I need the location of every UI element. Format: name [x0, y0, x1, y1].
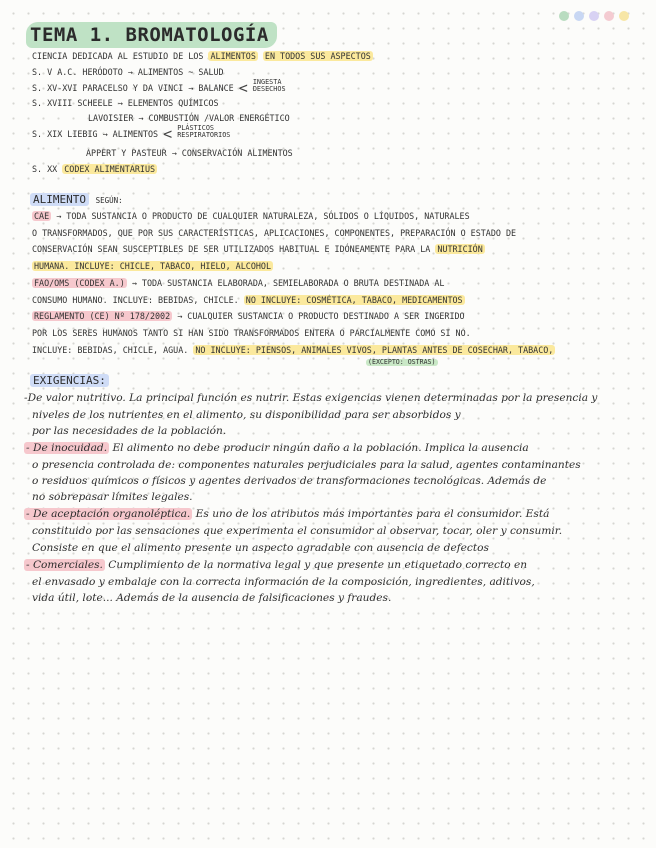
exigencia-title: - Comerciales. [26, 559, 103, 571]
cae-tag: CAE [34, 211, 50, 221]
history-row [32, 163, 157, 175]
color-dot [574, 11, 584, 21]
brace-item: INGESTA [252, 78, 282, 86]
fao-line [32, 294, 465, 306]
page-color-dots [559, 11, 629, 21]
intro-highlight: EN TODOS SUS ASPECTOS [264, 51, 371, 61]
reglamento-highlight: NO INCLUYE: PIENSOS, ANIMALES VIVOS, PLANTAS ANTES DE COSECHAR, TABACO, [195, 345, 554, 355]
cae-text: CONSERVACIÓN SEAN SUSCEPTIBLES DE SER UTILIZADOS HABITUAL E IDÓNEAMENTE PARA LA [32, 244, 431, 254]
exigencia-text: Cumplimiento de la normativa legal y que presente un etiquetado correcto en [108, 559, 528, 571]
exigencia-line: no sobrepasar límites legales. [32, 491, 193, 503]
brace-item: PLÁSTICOS [177, 124, 215, 132]
color-dot [619, 11, 629, 21]
reglamento-note-text: (EXCEPTO: OSTRAS) [368, 358, 436, 366]
heading-text: EXIGENCIAS: [30, 374, 109, 387]
color-dot [589, 11, 599, 21]
history-text: S. XV-XVI PARACELSO Y DA VINCI → BALANCE [32, 83, 234, 93]
reglamento-tag: REGLAMENTO (CE) Nº 178/2002 [34, 311, 171, 321]
cae-highlight: NUTRICIÓN [437, 244, 483, 254]
color-dot [604, 11, 614, 21]
fao-text: → TODA SUSTANCIA ELABORADA, SEMIELABORADA O BRUTA DESTINADA AL [131, 278, 445, 288]
history-row: LAVOISIER → COMBUSTIÓN /VALOR ENERGÉTICO [88, 113, 290, 123]
exigencia-title: - De inocuidad. [26, 442, 108, 454]
exigencia-text: El alimento no debe producir ningún daño a la población. Implica la ausencia [112, 442, 529, 454]
intro-text: CIENCIA DEDICADA AL ESTUDIO DE LOS [32, 51, 204, 61]
reglamento-note [366, 355, 438, 367]
exigencia-text: Es uno de los atributos más importantes para el consumidor. Está [195, 508, 550, 520]
brace-item: DESECHOS [252, 85, 286, 93]
exigencia-line: o presencia controlada de: componentes naturales perjudiciales para la salud, agentes contaminantes [32, 459, 581, 471]
exigencia-line: Consiste en que el alimento presente un aspecto agradable con ausencia de defectos [32, 542, 489, 554]
history-row [32, 124, 231, 143]
brace-item: RESPIRATORIOS [177, 131, 231, 139]
brace-icon: < [163, 125, 173, 143]
exigencia-line: vida útil, lote... Además de la ausencia de falsificaciones y fraudes. [32, 592, 392, 604]
reglamento-text: INCLUYE: BEBIDAS, CHICLE, AGUA. [32, 345, 189, 355]
fao-tag: FAO/OMS (CODEX A.) [34, 278, 125, 288]
exigencia-line: el envasado y embalaje con la correcta información de la composición, ingredientes, aditivos, [32, 576, 535, 588]
cae-text: → TODA SUSTANCIA O PRODUCTO DE CUALQUIER NATURALEZA, SÓLIDOS O LÍQUIDOS, NATURALES [56, 211, 470, 221]
reglamento-line [32, 310, 465, 322]
history-row [32, 78, 286, 97]
intro-line [32, 50, 373, 62]
exigencia-line [24, 441, 529, 455]
cae-line [32, 260, 273, 272]
brace-list [177, 125, 230, 139]
page-title: TEMA 1. BROMATOLOGÍA [26, 22, 277, 48]
brace-list [253, 79, 286, 93]
exigencia-line: constituido por las sensaciones que experimenta el consumidor al observar, tocar, oler y consumir. [32, 525, 563, 537]
history-row: APPERT Y PASTEUR → CONSERVACIÓN ALIMENTOS [86, 148, 293, 158]
section-heading-alimento [30, 193, 123, 208]
cae-highlight: HUMANA. INCLUYE: CHICLE, TABACO, HIELO, ALCOHOL [34, 261, 271, 271]
heading-text: ALIMENTO [30, 193, 89, 206]
history-text: S. XX [32, 164, 58, 174]
history-highlight: CODEX ALIMENTARIUS [64, 164, 156, 174]
exigencia-line: o residuos químicos o físicos y agentes derivados de transformaciones tecnológicas. Además de [32, 475, 547, 487]
cae-line [32, 210, 470, 222]
cae-line [32, 243, 485, 255]
brace-icon: < [238, 79, 248, 97]
history-row: S. V A.C. HERÓDOTO → ALIMENTOS ~ SALUD [32, 67, 224, 77]
exigencia-line [24, 507, 549, 521]
fao-highlight: NO INCLUYE: COSMÉTICA, TABACO, MEDICAMENTOS [245, 295, 463, 305]
color-dot [559, 11, 569, 21]
reglamento-line: POR LOS SERES HUMANOS TANTO SI HAN SIDO TRANSFORMADOS ENTERA O PARCIALMENTE COMO SI NO. [32, 328, 471, 338]
exigencia-line: -De valor nutritivo. La principal función es nutrir. Estas exigencias vienen determinadas por la presencia y [24, 392, 598, 404]
history-row: S. XVIII SCHEELE → ELEMENTOS QUÍMICOS [32, 98, 219, 108]
history-text: S. XIX LIEBIG → ALIMENTOS [32, 129, 159, 139]
exigencia-line: por las necesidades de la población. [32, 425, 227, 437]
fao-text: CONSUMO HUMANO. INCLUYE: BEBIDAS, CHICLE. [32, 295, 239, 305]
heading-subtext: SEGÚN: [95, 196, 123, 205]
exigencia-line [24, 558, 527, 572]
exigencia-line: niveles de los nutrientes en el alimento, su disponibilidad para ser absorbidos y [32, 409, 461, 421]
fao-line [32, 277, 444, 289]
reglamento-text: → CUALQUIER SUSTANCIA O PRODUCTO DESTINADO A SER INGERIDO [177, 311, 465, 321]
reglamento-line [32, 344, 555, 356]
exigencia-title: - De aceptación organoléptica. [26, 508, 191, 520]
intro-highlight: ALIMENTOS [210, 51, 256, 61]
cae-line: O TRANSFORMADOS, QUE POR SUS CARACTERÍSTICAS, APLICACIONES, COMPONENTES, PREPARACIÓN O ESTADO DE [32, 228, 517, 238]
section-heading-exigencias [30, 374, 109, 388]
